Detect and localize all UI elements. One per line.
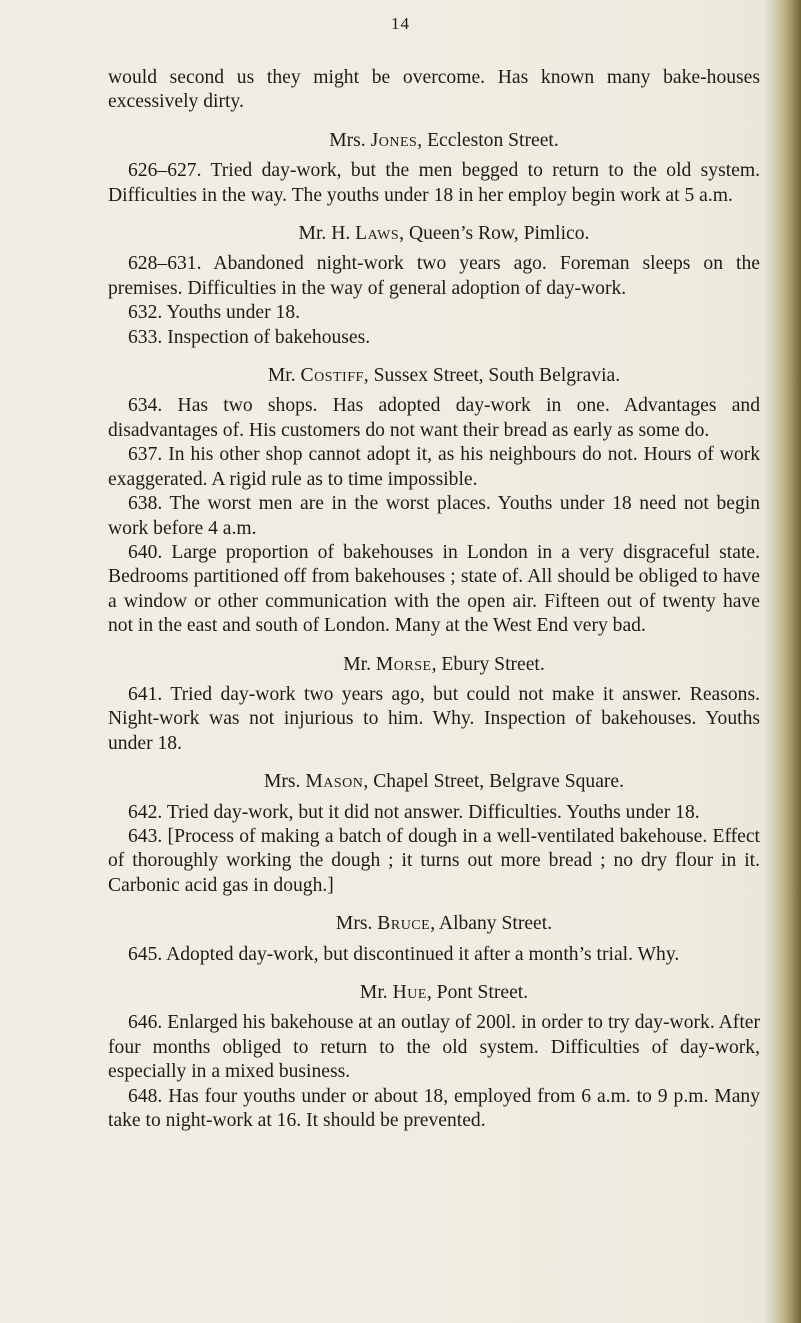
evidence-entry: 640. Large proportion of bakehouses in London in a very disgraceful state. Bedrooms partitioned off from bakehouses ; state of. All should be obliged to have a window or other communication with the open air. Fifteen out of twenty have not in the east and south of London. Many at the West End very bad. — [108, 541, 760, 637]
evidence-entry: 638. The worst men are in the worst places. Youths under 18 need not begin work before 4 a.m. — [108, 493, 760, 539]
evidence-entry: 632. Youths under 18. — [128, 302, 301, 324]
evidence-entry: 645. Adopted day-work, but discontinued it after a month’s trial. Why. — [128, 943, 680, 965]
witness-section — [108, 222, 760, 350]
witness-section — [108, 653, 760, 757]
evidence-entry: 643. [Process of making a batch of dough in a well-ventilated bakehouse. Effect of thoroughly working the dough ; it turns out more bread ; no dry flour in it. Carbonic acid gas in dough.] — [108, 825, 760, 896]
witness-heading: Mr. Costiff, Sussex Street, South Belgravia. — [267, 365, 621, 387]
page-edge-shadow — [763, 0, 773, 1323]
witness-section — [108, 364, 760, 638]
witness-section — [108, 129, 760, 208]
page-number: 14 — [391, 14, 410, 33]
evidence-entry: 633. Inspection of bakehouses. — [128, 326, 371, 348]
evidence-entry: 628–631. Abandoned night-work two years ago. Foreman sleeps on the premises. Difficulties in the way of general adoption of day-work. — [108, 253, 760, 299]
page-content — [108, 66, 760, 1133]
witness-heading: Mr. Morse, Ebury Street. — [343, 653, 545, 675]
evidence-entry: 641. Tried day-work two years ago, but could not make it answer. Reasons. Night-work was not injurious to him. Why. Inspection of bakehouses. Youths under 18. — [108, 683, 760, 754]
evidence-entry: 646. Enlarged his bakehouse at an outlay of 200l. in order to try day-work. After four months obliged to return to the old system. Difficulties of day-work, especially in a mixed business. — [108, 1012, 760, 1083]
witness-heading: Mrs. Bruce, Albany Street. — [335, 913, 553, 935]
witness-section — [108, 912, 760, 967]
intro-paragraph: would second us they might be overcome. Has known many bake-houses excessively dirty. — [108, 67, 760, 113]
witness-heading: Mr. H. Laws, Queen’s Row, Pimlico. — [298, 223, 590, 245]
evidence-entry: 642. Tried day-work, but it did not answer. Difficulties. Youths under 18. — [128, 801, 700, 823]
witness-section — [108, 770, 760, 898]
evidence-entry: 648. Has four youths under or about 18, employed from 6 a.m. to 9 p.m. Many take to night-work at 16. It should be prevented. — [108, 1085, 760, 1132]
witness-section — [108, 981, 760, 1133]
evidence-entry: 634. Has two shops. Has adopted day-work in one. Advantages and disadvantages of. His customers do not want their bread as early as some do. — [108, 395, 760, 441]
witness-heading: Mrs. Jones, Eccleston Street. — [329, 129, 559, 151]
page-edge — [773, 0, 801, 1323]
evidence-entry: 637. In his other shop cannot adopt it, as his neighbours do not. Hours of work exaggerated. A rigid rule as to time impossible. — [108, 444, 760, 490]
witness-heading: Mr. Hue, Pont Street. — [359, 982, 529, 1003]
witness-heading: Mrs. Mason, Chapel Street, Belgrave Square. — [263, 771, 625, 793]
evidence-entry: 626–627. Tried day-work, but the men begged to return to the old system. Difficulties in the way. The youths under 18 in her employ begin work at 5 a.m. — [108, 160, 760, 206]
